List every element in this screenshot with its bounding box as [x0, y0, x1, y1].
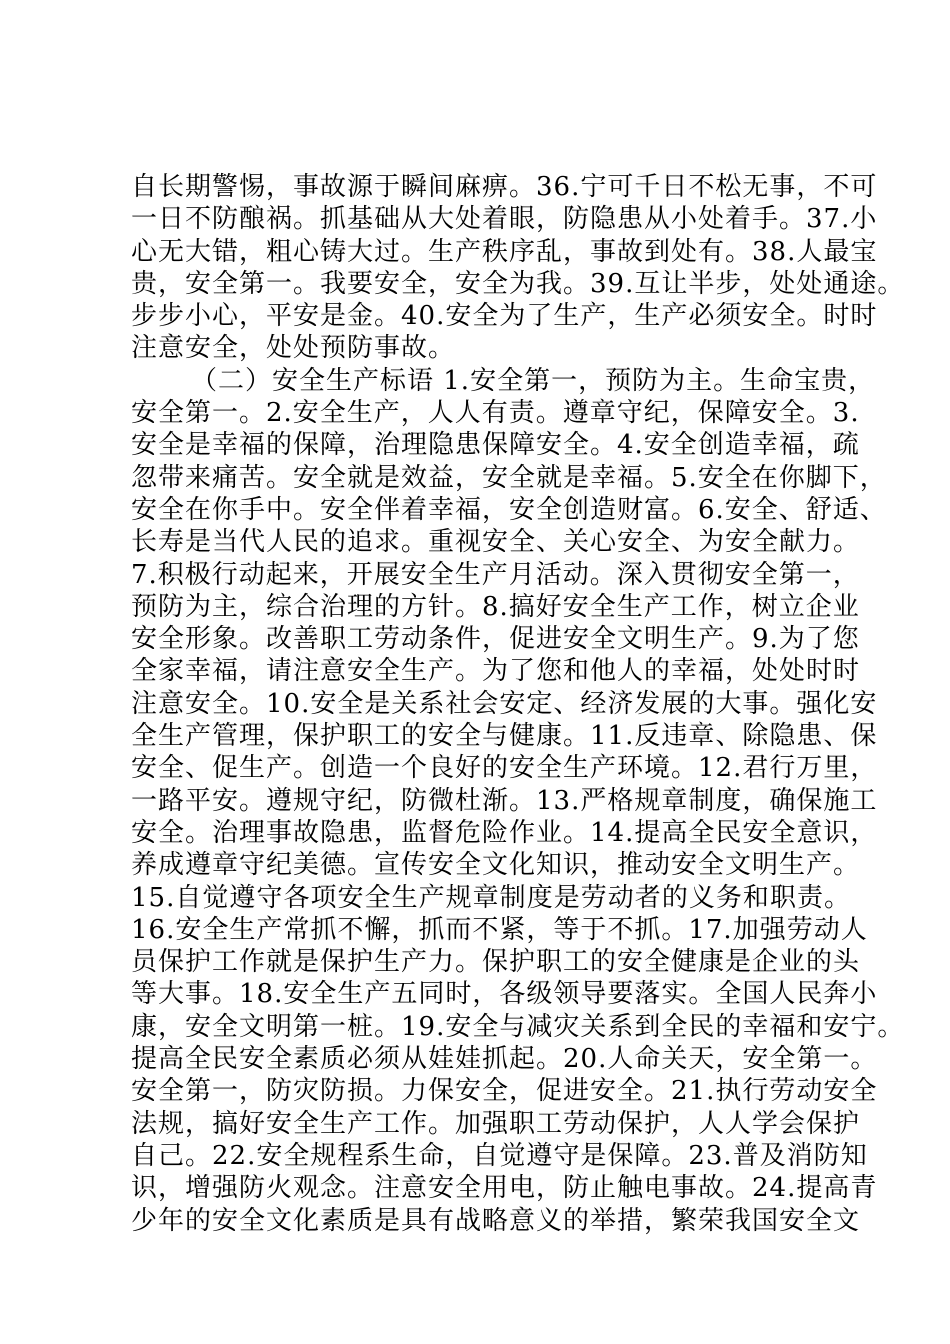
text-line: 法规，搞好安全生产工作。加强职工劳动保护，人人学会保护: [131, 1108, 861, 1139]
text-line: 忽带来痛苦。安全就是效益，安全就是幸福。5.安全在你脚下，: [131, 462, 887, 493]
body-text: [131, 171, 905, 1237]
text-line: 全生产管理，保护职工的安全与健康。11.反违章、除隐患、保: [131, 721, 878, 752]
text-line: 一日不防酿祸。抓基础从大处着眼，防隐患从小处着手。37.小: [131, 204, 878, 235]
text-line: 员保护工作就是保护生产力。保护职工的安全健康是企业的头: [131, 947, 861, 978]
text-line: 提高全民安全素质必须从娃娃抓起。20.人命关天，安全第一。: [131, 1044, 878, 1075]
text-line: 长寿是当代人民的追求。重视安全、关心安全、为安全献力。: [131, 527, 861, 558]
text-line: 安全第一，防灾防损。力保安全，促进安全。21.执行劳动安全: [131, 1076, 878, 1107]
text-line: 少年的安全文化素质是具有战略意义的举措，繁荣我国安全文: [131, 1205, 861, 1236]
text-line: 安全。治理事故隐患，监督危险作业。14.提高全民安全意识，: [131, 817, 878, 848]
text-line: 识，增强防火观念。注意安全用电，防止触电事故。24.提高青: [131, 1173, 878, 1204]
text-line: 全家幸福，请注意安全生产。为了您和他人的幸福，处处时时: [131, 656, 861, 687]
text-line: 安全形象。改善职工劳动条件，促进安全文明生产。9.为了您: [131, 624, 860, 655]
text-line: 安全在你手中。安全伴着幸福，安全创造财富。6.安全、舒适、: [131, 494, 887, 525]
text-line: 安全是幸福的保障，治理隐患保障安全。4.安全创造幸福，疏: [131, 430, 860, 461]
text-line: 心无大错，粗心铸大过。生产秩序乱，事故到处有。38.人最宝: [131, 236, 878, 267]
text-line: 注意安全。10.安全是关系社会安定、经济发展的大事。强化安: [131, 688, 878, 719]
text-line: 自长期警惕，事故源于瞬间麻痹。36.宁可千日不松无事，不可: [131, 172, 878, 202]
text-line: 安全第一。2.安全生产，人人有责。遵章守纪，保障安全。3.: [131, 398, 860, 429]
text-line: 贵，安全第一。我要安全，安全为我。39.互让半步，处处通途。: [131, 268, 905, 299]
text-line: 步步小心，平安是金。40.安全为了生产，生产必须安全。时时: [131, 301, 878, 332]
text-line: 安全、促生产。创造一个良好的安全生产环境。12.君行万里，: [131, 753, 878, 784]
section-heading-line: （二）安全生产标语 1.安全第一，预防为主。生命宝贵，: [191, 365, 876, 396]
text-line: 16.安全生产常抓不懈，抓而不紧，等于不抓。17.加强劳动人: [131, 914, 868, 945]
text-line: 康，安全文明第一桩。19.安全与减灾关系到全民的幸福和安宁。: [131, 1011, 905, 1042]
text-line: 等大事。18.安全生产五同时，各级领导要落实。全国人民奔小: [131, 979, 878, 1010]
text-line: 7.积极行动起来，开展安全生产月活动。深入贯彻安全第一，: [131, 559, 860, 590]
text-line: 预防为主，综合治理的方针。8.搞好安全生产工作，树立企业: [131, 591, 860, 622]
text-line: 注意安全，处处预防事故。: [131, 333, 456, 364]
text-line: 自己。22.安全规程系生命，自觉遵守是保障。23.普及消防知: [131, 1140, 868, 1171]
text-line: 15.自觉遵守各项安全生产规章制度是劳动者的义务和职责。: [131, 882, 851, 913]
text-line: 一路平安。遵规守纪，防微杜渐。13.严格规章制度，确保施工: [131, 785, 878, 816]
text-line: 养成遵章守纪美德。宣传安全文化知识，推动安全文明生产。: [131, 850, 861, 881]
